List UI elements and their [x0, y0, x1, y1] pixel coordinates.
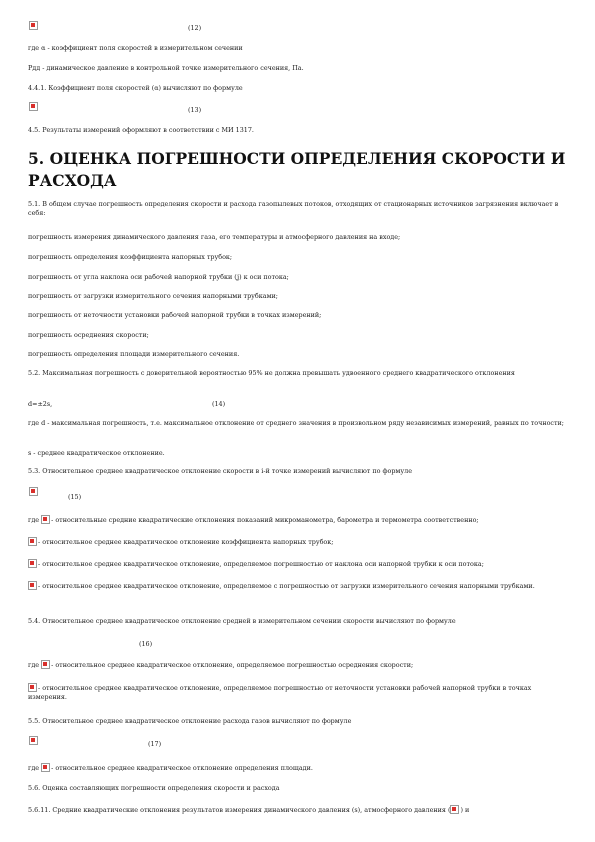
list-item: погрешность от загрузки измерительного сечения напорными трубками; — [28, 292, 278, 300]
formula-15-image — [29, 487, 38, 496]
paragraph-5-3: 5.3. Относительное среднее квадратическое отклонение скорости в i-й точке измерений вычисляют по формуле — [28, 467, 412, 475]
paragraph-angle — [28, 559, 484, 568]
equation-number-15: (15) — [68, 493, 82, 501]
paragraph-where-15 — [28, 515, 479, 524]
load-text: - относительное среднее квадратическое отклонение, определяемое с погрешностью от загрузки измерительного сечения напорными трубками. — [38, 582, 535, 590]
paragraph-5-6: 5.6. Оценка составляющих погрешности определения скорости и расхода — [28, 784, 280, 792]
equation-number-16: (16) — [139, 640, 153, 648]
coef-text: - относительное среднее квадратическое отклонение коэффициента напорных трубок; — [38, 538, 334, 546]
where-label: где — [28, 764, 40, 772]
list-item: погрешность определения площади измерительного сечения. — [28, 350, 240, 358]
where-17-text: - относительное среднее квадратическое отклонение определения площади. — [51, 764, 313, 772]
where-label: где — [28, 516, 40, 524]
list-item: погрешность от неточности установки рабочей напорной трубки в точках измерений; — [28, 311, 322, 319]
symbol-image — [28, 537, 37, 546]
where-15-text: - относительные средние квадратические отклонения показаний микроманометра, барометра и термометра соответственно; — [51, 516, 479, 524]
where-16-text: - относительное среднее квадратическое отклонение, определяемое погрешностью осреднения скорости; — [51, 661, 414, 669]
symbol-image — [41, 660, 50, 669]
paragraph-where-17 — [28, 763, 313, 772]
symbol-image — [450, 805, 459, 814]
paragraph-5-5: 5.5. Относительное среднее квадратическое отклонение расхода газов вычисляют по формуле — [28, 717, 352, 725]
paragraph-pdyn: Рдд - динамическое давление в контрольной точке измерительного сечения, Па. — [28, 64, 304, 72]
paragraph-5-4: 5.4. Относительное среднее квадратическое отклонение средней в измерительном сечении скорости вычисляют по формуле — [28, 617, 456, 625]
paragraph-inaccuracy — [28, 683, 568, 702]
paragraph-5-6-11 — [28, 805, 469, 814]
symbol-image — [28, 559, 37, 568]
symbol-image — [28, 581, 37, 590]
inaccuracy-text: - относительное среднее квадратическое отклонение, определяемое погрешностью от неточности установки рабочей напорной трубки в точках измерения. — [28, 684, 532, 701]
paragraph-load — [28, 581, 568, 591]
formula-12-image — [29, 21, 38, 30]
paragraph-s: s - среднее квадратическое отклонение. — [28, 449, 165, 457]
paragraph-5-2: 5.2. Максимальная погрешность с доверительной вероятностью 95% не должна превышать удвоенного среднего квадратического отклонения — [28, 369, 515, 377]
equation-number-17: (17) — [148, 740, 162, 748]
paragraph-where-d: где d - максимальная погрешность, т.е. максимальное отклонение от среднего значения в произвольном ряду независимых измерений, равных по точности; — [28, 419, 564, 427]
symbol-image — [41, 763, 50, 772]
where-label: где — [28, 661, 40, 669]
list-item: погрешность измерения динамического давления газа, его температуры и атмосферного давления на входе; — [28, 233, 401, 241]
p-5-6-11-text: 5.6.11. Средние квадратические отклонения результатов измерения динамического давления (s), атмосферного давления ( — [28, 806, 451, 814]
list-item: погрешность определения коэффициента напорных трубок; — [28, 253, 233, 261]
formula-17-image — [29, 736, 38, 745]
paragraph-where-alpha: где α - коэффициент поля скоростей в измерительном сечении — [28, 44, 243, 52]
paragraph-4-4-1: 4.4.1. Коэффициент поля скоростей (α) вычисляют по формуле — [28, 84, 243, 92]
angle-text: - относительное среднее квадратическое отклонение, определяемое погрешностью от наклона оси напорной трубки к оси потока; — [38, 560, 484, 568]
paragraph-4-5: 4.5. Результаты измерений оформляют в соответствии с МИ 1317. — [28, 126, 254, 134]
symbol-image — [28, 683, 37, 692]
p-5-6-11-tail: ) и — [460, 806, 470, 814]
section-heading-5: 5. ОЦЕНКА ПОГРЕШНОСТИ ОПРЕДЕЛЕНИЯ СКОРОСТИ И РАСХОДА — [28, 149, 566, 190]
paragraph-5-1: 5.1. В общем случае погрешность определения скорости и расхода газопылевых потоков, отходящих от стационарных источников загрязнения включает в себя: — [28, 200, 559, 217]
formula-14: d=±2s, — [28, 400, 53, 408]
list-item: погрешность осреднения скорости; — [28, 331, 149, 339]
equation-number-13: (13) — [188, 106, 202, 114]
equation-number-14: (14) — [212, 400, 226, 408]
symbol-image — [41, 515, 50, 524]
paragraph-where-16 — [28, 660, 413, 669]
formula-13-image — [29, 102, 38, 111]
equation-number-12: (12) — [188, 24, 202, 32]
paragraph-coef — [28, 537, 333, 546]
list-item: погрешность от угла наклона оси рабочей напорной трубки (ʝ) к оси потока; — [28, 273, 289, 281]
